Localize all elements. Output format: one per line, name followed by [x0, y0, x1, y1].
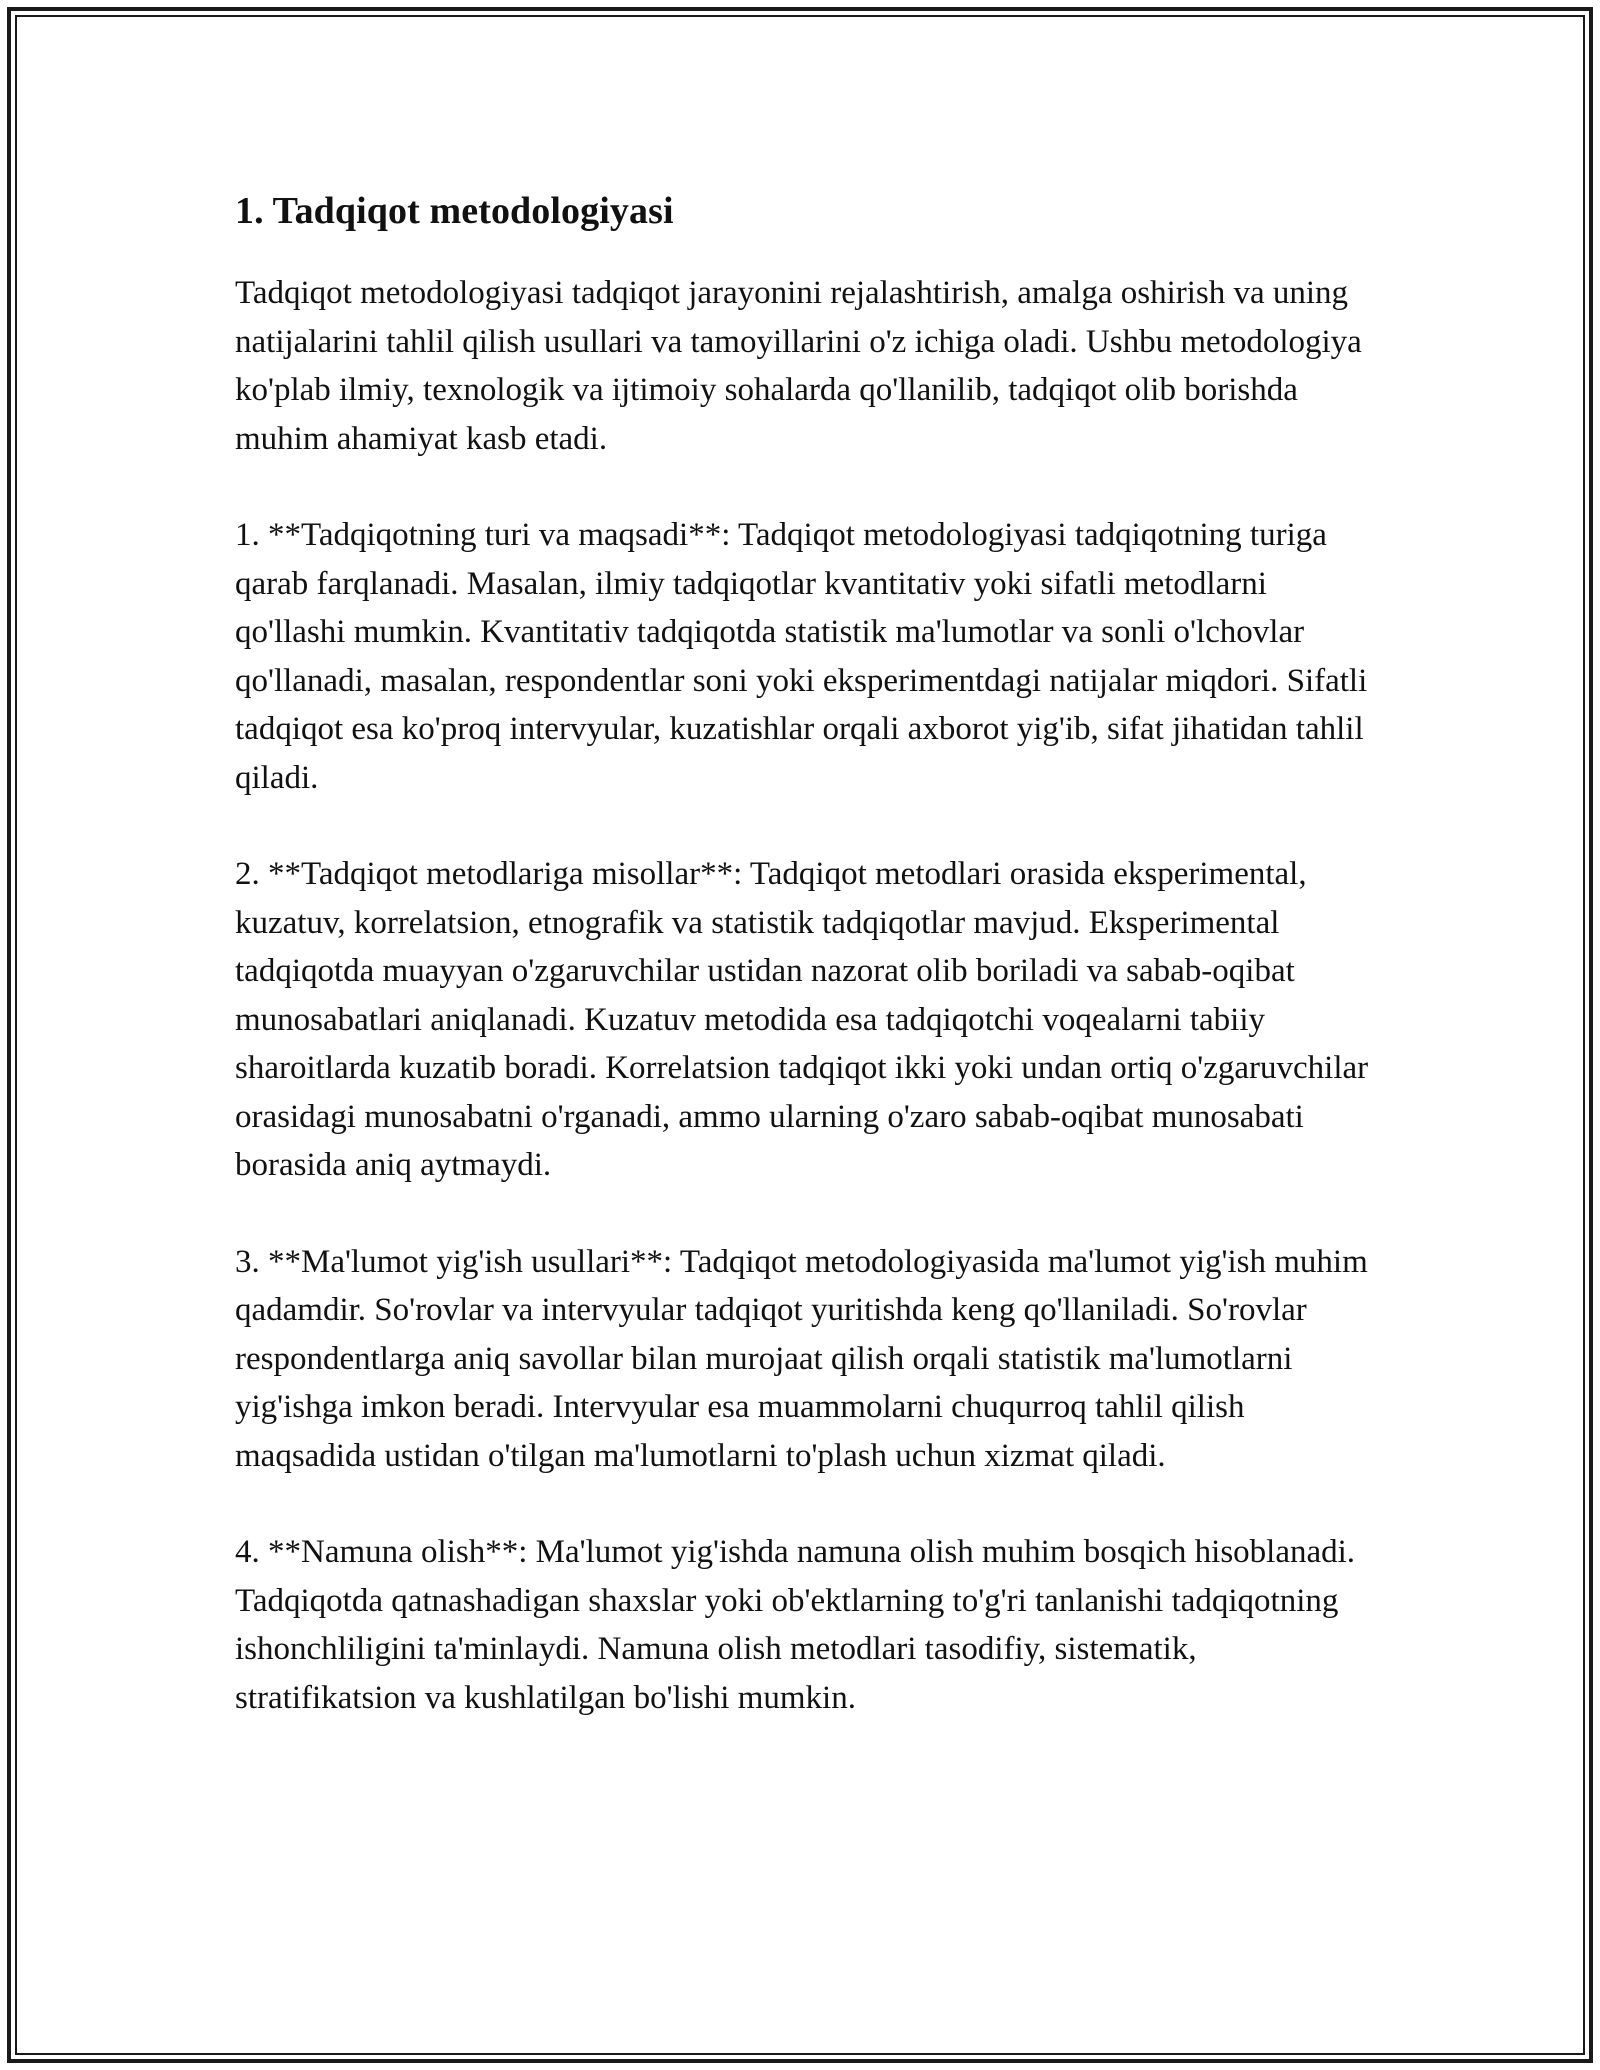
section-sampling-paragraph: 4. **Namuna olish**: Ma'lumot yig'ishda namuna olish muhim bosqich hisoblanadi. Tadqiqotda qatnashadigan shaxslar yoki ob'ektlarning to'g'ri tanlanishi tadqiqotning ishonchliligini ta'minlaydi. Namuna olish metodlari tasodifiy, sistematik, stratifikatsion va kushlatilgan bo'lishi mumkin.: [235, 1534, 1356, 1716]
page-title: 1. Tadqiqot metodologiyasi: [235, 190, 674, 232]
section-data-collection-paragraph: 3. **Ma'lumot yig'ish usullari**: Tadqiqot metodologiyasida ma'lumot yig'ish muhim qadamdir. So'rovlar va intervyular tadqiqot yuritishda keng qo'llaniladi. So'rovlar respondentlarga aniq savollar bilan murojaat qilish orqali statistik ma'lumotlarni yig'ishga imkon beradi. Intervyular esa muammolarni chuqurroq tahlil qilish maqsadida ustidan o'tilgan ma'lumotlarni to'plash uchun xizmat qiladi.: [235, 1243, 1368, 1474]
section-research-type-paragraph: 1. **Tadqiqotning turi va maqsadi**: Tadqiqot metodologiyasi tadqiqotning turiga qarab farqlanadi. Masalan, ilmiy tadqiqotlar kvantitativ yoki sifatli metodlarni qo'llashi mumkin. Kvantitativ tadqiqotda statistik ma'lumotlar va sonli o'lchovlar qo'llanadi, masalan, respondentlar soni yoki eksperimentdagi natijalar miqdori. Sifatli tadqiqot esa ko'proq intervyular, kuzatishlar orqali axborot yig'ib, sifat jihatidan tahlil qiladi.: [235, 517, 1368, 796]
document-body: [235, 185, 1385, 1770]
section-research-methods-paragraph: 2. **Tadqiqot metodlariga misollar**: Tadqiqot metodlari orasida eksperimental, kuzatuv, korrelatsion, etnografik va statistik tadqiqotlar mavjud. Eksperimental tadqiqotda muayyan o'zgaruvchilar ustidan nazorat olib boriladi va sabab-oqibat munosabatlari aniqlanadi. Kuzatuv metodida esa tadqiqotchi voqealarni tabiiy sharoitlarda kuzatib boradi. Korrelatsion tadqiqot ikki yoki undan ortiq o'zgaruvchilar orasidagi munosabatni o'rganadi, ammo ularning o'zaro sabab-oqibat munosabati borasida aniq aytmaydi.: [235, 856, 1369, 1183]
intro-paragraph: Tadqiqot metodologiyasi tadqiqot jarayonini rejalashtirish, amalga oshirish va uning natijalarini tahlil qilish usullari va tamoyillarini o'z ichiga oladi. Ushbu metodologiya ko'plab ilmiy, texnologik va ijtimoiy sohalarda qo'llanilib, tadqiqot olib borishda muhim ahamiyat kasb etadi.: [235, 275, 1362, 457]
